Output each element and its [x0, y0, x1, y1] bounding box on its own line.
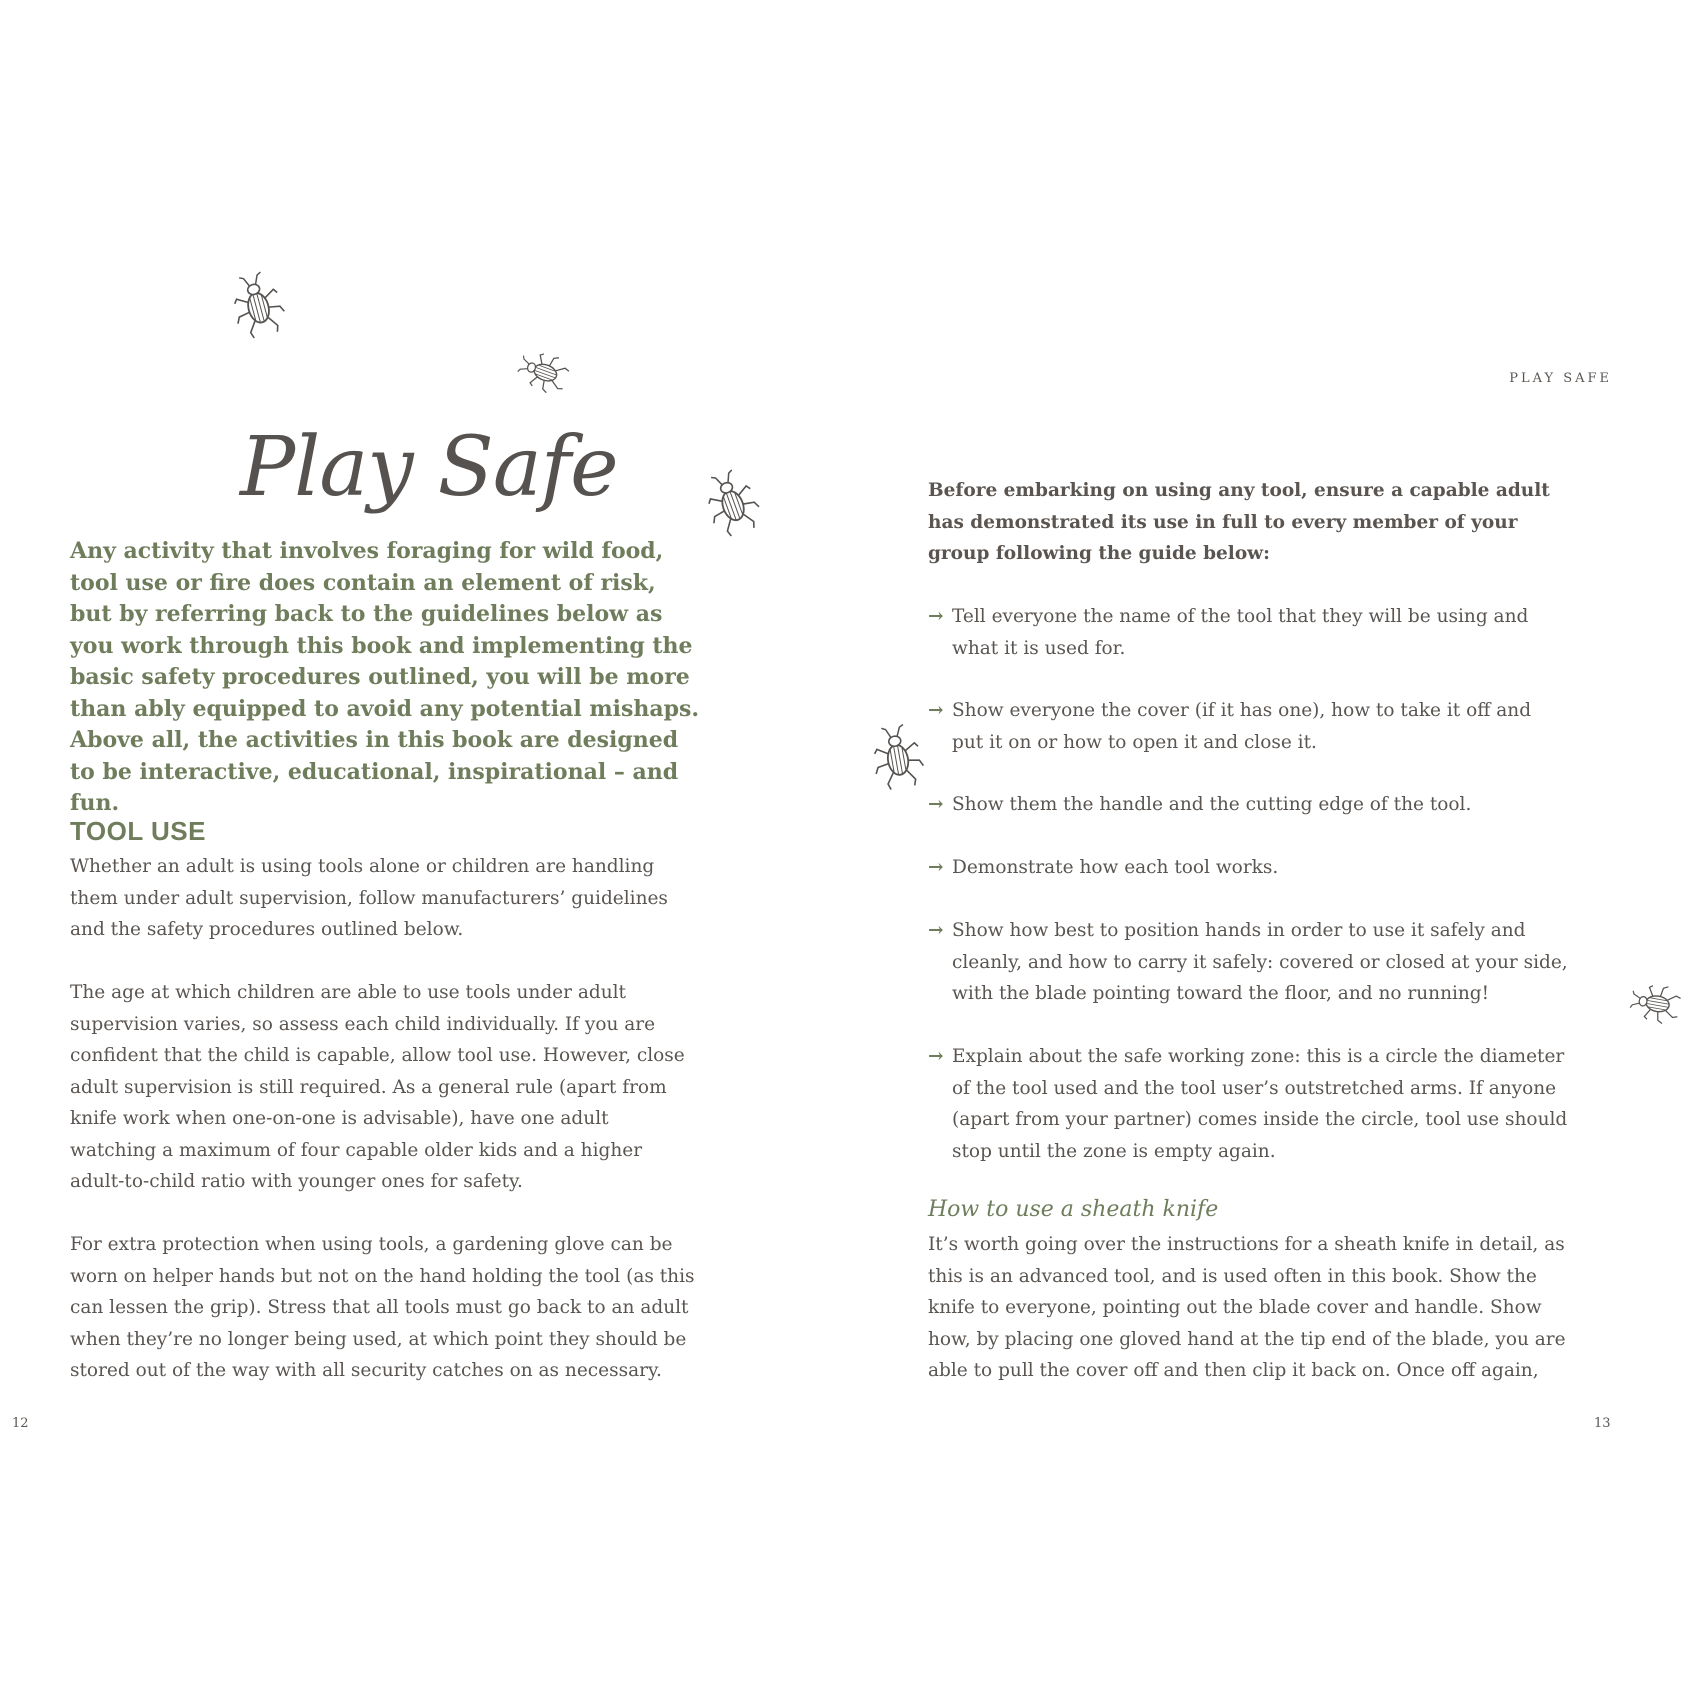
arrow-icon: →: [928, 606, 944, 627]
page-number-right: 13: [1594, 1416, 1611, 1431]
arrow-icon: →: [928, 920, 944, 941]
list-item-text: Show everyone the cover (if it has one), how to take it off and put it on or how to open it and close it.: [952, 700, 1532, 753]
arrow-icon: →: [928, 794, 944, 815]
beetle-icon: [1618, 972, 1688, 1034]
beetle-icon: [222, 262, 292, 342]
list-item-text: Tell everyone the name of the tool that they will be using and what it is used for.: [952, 606, 1529, 659]
body-paragraph: The age at which children are able to use tools under adult supervision varies, so assess each child individually. If you are confident that the child is capable, allow tool use. However, close adult supervision is still required. As a general rule (apart from knife work when one-on-one is advisable), have one adult watching a maximum of four capable older kids and a higher adult-to-child ratio with younger ones for safety.: [70, 982, 685, 1192]
body-paragraph: Whether an adult is using tools alone or children are handling them under adult supervision, follow manufacturers’ guidelines and the safety procedures outlined below.: [70, 856, 668, 940]
list-item: [928, 695, 1568, 758]
page-title: Play Safe: [240, 420, 618, 515]
subheading: How to use a sheath knife: [928, 1197, 1219, 1222]
list-item: [928, 601, 1568, 664]
beetle-icon: [696, 460, 766, 540]
list-item-text: Show them the handle and the cutting edge of the tool.: [952, 794, 1472, 815]
body-paragraph: For extra protection when using tools, a gardening glove can be worn on helper hands but not on the hand holding the tool (as this can lessen the grip). Stress that all tools must go back to an adult when they’re no longer being used, at which point they should be stored out of the way with all security catches on as necessary.: [70, 1234, 695, 1381]
list-item-text: Demonstrate how each tool works.: [952, 857, 1279, 878]
list-item: [928, 852, 1568, 884]
lead-paragraph: Before embarking on using any tool, ensure a capable adult has demonstrated its use in full to every member of your group following the guide below:: [928, 480, 1550, 564]
list-item-text: Show how best to position hands in order to use it safely and cleanly, and how to carry it safely: covered or closed at your side, with the blade pointing toward the floor, and no running!: [952, 920, 1568, 1004]
intro-paragraph: Any activity that involves foraging for wild food, tool use or fire does contain an element of risk, but by referring back to the guidelines below as you work through this book and implementing the basic safety procedures outlined, you will be more than ably equipped to avoid any potential mishaps. Above all, the activities in this book are designed to be interactive, educational, inspirational – and fun.: [70, 538, 700, 816]
arrow-icon: →: [928, 857, 944, 878]
section-heading: TOOL USE: [70, 816, 206, 846]
running-head: PLAY SAFE: [1509, 371, 1612, 386]
list-item-text: Explain about the safe working zone: this is a circle the diameter of the tool used and the tool user’s outstretched arms. If anyone (apart from your partner) comes inside the circle, tool use should stop until the zone is empty again.: [952, 1046, 1568, 1162]
list-item: [928, 789, 1568, 821]
arrow-icon: →: [928, 1046, 944, 1067]
page-number-left: 12: [12, 1416, 29, 1431]
list-item: [928, 1041, 1568, 1167]
beetle-icon: [862, 714, 932, 794]
body-paragraph: It’s worth going over the instructions for a sheath knife in detail, as this is an advanced tool, and is used often in this book. Show the knife to everyone, pointing out the blade cover and handle. Show how, by placing one gloved hand at the tip end of the blade, you are able to pull the cover off and then clip it back on. Once off again,: [928, 1234, 1566, 1381]
arrow-icon: →: [928, 700, 944, 721]
beetle-icon: [506, 340, 576, 402]
list-item: [928, 915, 1568, 1010]
